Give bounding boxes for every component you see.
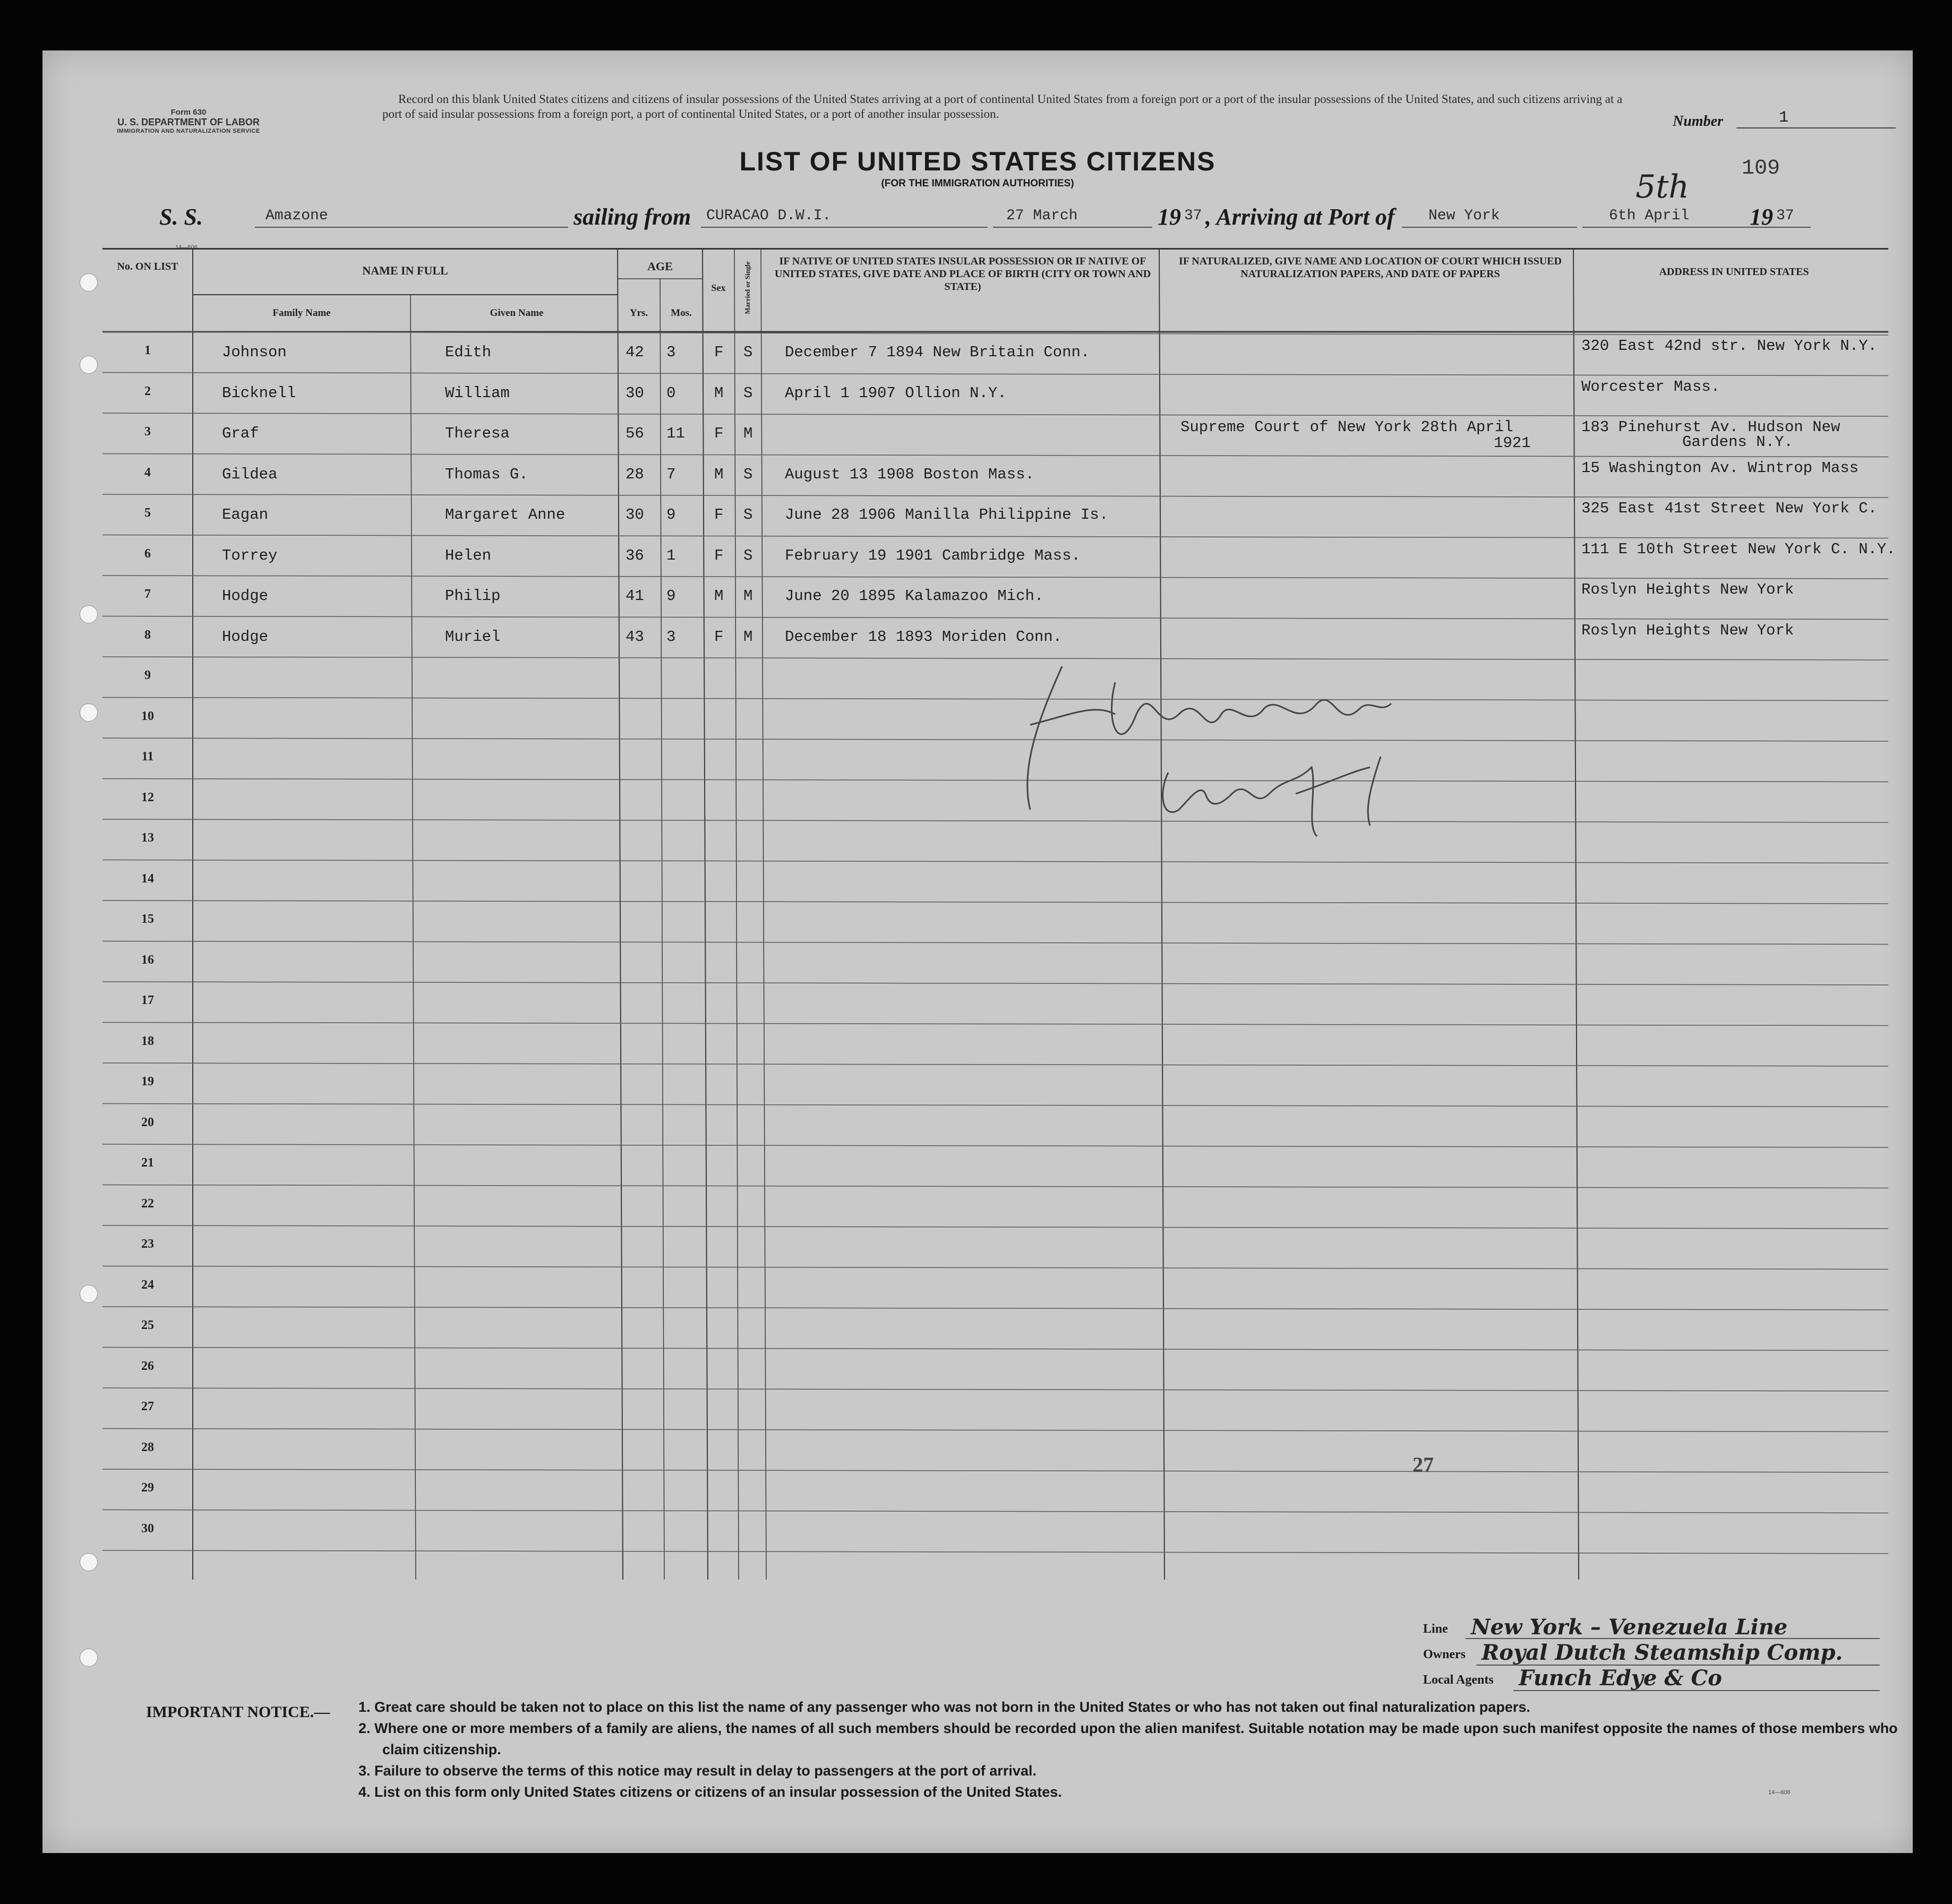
table-rules [102, 250, 1888, 1580]
row-number: 2 [144, 384, 151, 398]
header-name-in-full: NAME IN FULL [362, 264, 448, 277]
sex: M [714, 587, 724, 605]
local-agents-value: Funch Edye & Co [1519, 1666, 1722, 1691]
sex: M [714, 384, 724, 402]
age-years: 28 [626, 465, 644, 483]
birth-date-place: February 19 1901 Cambridge Mass. [785, 546, 1081, 564]
marital-status: S [743, 384, 753, 402]
age-years: 43 [626, 628, 644, 646]
owners-label: Owners [1423, 1648, 1466, 1661]
row-number: 26 [141, 1359, 154, 1373]
arrival-date: 6th April [1609, 208, 1690, 224]
row-number: 7 [144, 587, 151, 601]
ss-label: S. S. [159, 204, 203, 230]
given-name: Margaret Anne [445, 506, 566, 524]
age-months: 11 [666, 425, 685, 442]
punch-hole [80, 1553, 98, 1571]
punch-hole [80, 704, 98, 722]
naturalization-court: Supreme Court of New York 28th April [1180, 418, 1513, 436]
given-name: Philip [445, 587, 501, 605]
row-number: 14 [141, 871, 154, 886]
marital-status: S [743, 506, 753, 524]
margin-number: 27 [1412, 1453, 1434, 1477]
notice-item: 1. Great care should be taken not to place on this list the name of any passenger who was not born in the United States or who has not taken out final naturalization papers. [358, 1699, 1530, 1715]
header-years: Yrs. [629, 307, 648, 319]
age-months: 7 [666, 465, 676, 483]
arrival-year-prefix: 19 [1750, 204, 1773, 230]
birth-date-place: December 18 1893 Moriden Conn. [785, 628, 1063, 646]
row-number: 20 [141, 1115, 154, 1129]
punch-hole [80, 1285, 98, 1303]
age-months: 9 [666, 506, 676, 524]
form-identifier [101, 108, 276, 134]
given-name: Edith [445, 344, 492, 361]
form-instructions: Record on this blank United States citizens and citizens of insular possessions of the United States arriving at a port of continental United States from a foreign port or a port of the insular possessions of the United States, and such citizens arriving at a port of said insular possessions from a foreign port, a port of continental United States, or a port of another insular possession. [382, 92, 1623, 121]
printing-code: 14—606 [175, 244, 198, 251]
from-port-underline [701, 227, 988, 228]
birth-date-place: August 13 1908 Boston Mass. [785, 465, 1034, 483]
row-number: 12 [141, 790, 154, 804]
row-number: 4 [144, 465, 151, 479]
given-name: Muriel [445, 628, 501, 646]
notice-item: 4. List on this form only United States citizens or citizens of an insular possession of the United States. [358, 1784, 1062, 1800]
given-name: Thomas G. [445, 465, 528, 483]
arrival-date-underline [1582, 227, 1752, 228]
number-underline [1736, 127, 1896, 128]
sex: F [714, 425, 724, 442]
row-number: 21 [141, 1156, 154, 1170]
row-number: 30 [141, 1521, 154, 1536]
age-months: 1 [666, 546, 676, 564]
sex: F [714, 628, 724, 646]
birth-date-place: June 20 1895 Kalamazoo Mich. [785, 587, 1044, 605]
arrival-date-correction: 5th [1636, 168, 1689, 205]
arrival-port: New York [1428, 208, 1500, 224]
us-address: 15 Washington Av. Wintrop Mass [1581, 459, 1859, 477]
printing-code-footer: 14—606 [1768, 1789, 1791, 1796]
sailing-label: sailing from [573, 204, 691, 230]
ship-name: Amazone [266, 208, 328, 224]
row-number: 23 [141, 1237, 154, 1251]
header-no: No. ON LIST [117, 261, 178, 272]
header-age: AGE [647, 260, 673, 273]
us-address: 111 E 10th Street New York C. N.Y. [1581, 540, 1896, 558]
header-family-name: Family Name [272, 307, 331, 319]
us-address: 325 East 41st Street New York C. [1581, 500, 1877, 517]
punch-hole [80, 273, 98, 291]
arrival-port-underline [1402, 227, 1577, 228]
sex: M [714, 465, 724, 483]
row-number: 25 [141, 1318, 154, 1332]
number-value: 1 [1779, 109, 1789, 127]
punch-hole [80, 605, 98, 623]
row-number: 22 [141, 1196, 154, 1211]
row-number: 13 [141, 831, 154, 845]
header-married-single: Married or Single [743, 261, 751, 314]
row-number: 3 [144, 425, 151, 439]
age-years: 56 [626, 425, 644, 442]
department-name: U. S. DEPARTMENT OF LABOR [117, 117, 260, 127]
age-years: 30 [626, 506, 644, 524]
from-port: CURACAO D.W.I. [706, 208, 832, 224]
sail-date: 27 March [1006, 208, 1078, 224]
family-name: Eagan [222, 506, 269, 524]
naturalization-date: 1921 [1494, 434, 1531, 452]
header-months: Mos. [671, 307, 692, 319]
sail-year-prefix: 19 [1158, 204, 1181, 230]
given-name: William [445, 384, 510, 402]
family-name: Graf [222, 425, 259, 442]
notice-item: 3. Failure to observe the terms of this notice may result in delay to passengers at the port of arrival. [358, 1763, 1037, 1779]
line-underline [1466, 1638, 1880, 1639]
sail-date-underline [993, 227, 1152, 228]
notice-items [358, 1696, 1898, 1803]
arriving-label: , Arriving at Port of [1205, 204, 1395, 230]
header-address: ADDRESS IN UNITED STATES [1659, 266, 1809, 278]
sex: F [714, 344, 724, 361]
age-months: 3 [666, 628, 676, 646]
sex: F [714, 546, 724, 564]
age-years: 41 [626, 587, 644, 605]
row-number: 6 [144, 546, 151, 561]
agents-underline [1513, 1690, 1880, 1691]
row-number: 18 [141, 1034, 154, 1048]
page-title: LIST OF UNITED STATES CITIZENS [739, 147, 1216, 176]
passenger-table [102, 248, 1896, 1580]
sail-year: 37 [1184, 208, 1202, 224]
header-sex: Sex [711, 282, 726, 293]
family-name: Torrey [222, 546, 278, 564]
header-birth: IF NATIVE OF UNITED STATES INSULAR POSSESSION OR IF NATIVE OF UNITED STATES, GIVE DATE AND PLACE OF BIRTH (CITY OR TOWN AND STATE) [774, 255, 1151, 293]
row-number: 27 [141, 1400, 154, 1413]
row-number: 17 [141, 993, 154, 1007]
birth-date-place: December 7 1894 New Britain Conn. [785, 344, 1090, 361]
punch-hole [80, 1649, 98, 1667]
inspector-signature [998, 650, 1450, 852]
marital-status: M [743, 587, 753, 605]
birth-date-place: June 28 1906 Manilla Philippine Is. [785, 506, 1109, 524]
row-number: 1 [144, 344, 151, 357]
marital-status: M [743, 425, 753, 442]
row-number: 5 [144, 506, 151, 520]
manifest-sheet [42, 50, 1913, 1853]
row-number: 29 [141, 1481, 154, 1495]
line-value: New York – Venezuela Line [1471, 1615, 1788, 1640]
sex: F [714, 506, 724, 524]
row-number: 15 [141, 912, 154, 926]
row-number: 8 [144, 628, 151, 642]
stamp-number: 109 [1742, 157, 1780, 181]
us-address: 320 East 42nd str. New York N.Y. [1581, 337, 1877, 355]
marital-status: S [743, 546, 753, 564]
us-address: Roslyn Heights New York [1581, 621, 1794, 639]
us-address-line2: Gardens N.Y. [1682, 433, 1793, 451]
arrival-year: 37 [1776, 208, 1794, 224]
family-name: Gildea [222, 465, 278, 483]
punch-hole [80, 356, 98, 374]
footer-carrier-info [1423, 1615, 1901, 1696]
age-years: 36 [626, 546, 644, 564]
family-name: Hodge [222, 587, 269, 605]
local-agents-label: Local Agents [1423, 1673, 1494, 1687]
given-name: Theresa [445, 425, 510, 442]
family-name: Johnson [222, 344, 287, 361]
page-subtitle: (FOR THE IMMIGRATION AUTHORITIES) [881, 178, 1074, 189]
age-years: 30 [626, 384, 644, 402]
owners-value: Royal Dutch Steamship Comp. [1482, 1640, 1843, 1665]
line-label: Line [1423, 1622, 1448, 1636]
header-naturalization: IF NATURALIZED, GIVE NAME AND LOCATION OF COURT WHICH ISSUED NATURALIZATION PAPERS, AND DATE OF PAPERS [1179, 255, 1562, 280]
age-years: 42 [626, 344, 644, 361]
family-name: Hodge [222, 628, 269, 646]
birth-date-place: April 1 1907 Ollion N.Y. [785, 384, 1007, 402]
age-months: 3 [666, 344, 676, 361]
ship-underline [255, 227, 568, 228]
given-name: Helen [445, 546, 492, 564]
arrival-year-underline [1747, 227, 1811, 228]
us-address: Worcester Mass. [1581, 378, 1720, 396]
notice-title: IMPORTANT NOTICE.— [146, 1703, 330, 1721]
row-number: 19 [141, 1075, 154, 1088]
family-name: Bicknell [222, 384, 296, 402]
header-given-name: Given Name [490, 307, 544, 319]
row-number: 28 [141, 1440, 154, 1454]
marital-status: S [743, 344, 753, 361]
number-label: Number [1673, 113, 1723, 130]
marital-status: M [743, 628, 753, 646]
age-months: 0 [666, 384, 676, 402]
row-number: 10 [141, 709, 154, 723]
row-number: 9 [144, 668, 151, 682]
us-address: Roslyn Heights New York [1581, 581, 1794, 598]
us-address: 183 Pinehurst Av. Hudson New [1581, 418, 1840, 436]
notice-item: 2. Where one or more members of a family are aliens, the names of all such members should be recorded upon the alien manifest. Suitable notation may be made upon such manifest opposite the names of those members who claim citizenship. [358, 1720, 1898, 1757]
row-number: 16 [141, 953, 154, 967]
row-number: 24 [141, 1277, 154, 1292]
service-name: IMMIGRATION AND NATURALIZATION SERVICE [117, 128, 260, 134]
row-number: 11 [141, 750, 154, 764]
marital-status: S [743, 465, 753, 483]
form-number: Form 630 [170, 108, 207, 117]
age-months: 9 [666, 587, 676, 605]
